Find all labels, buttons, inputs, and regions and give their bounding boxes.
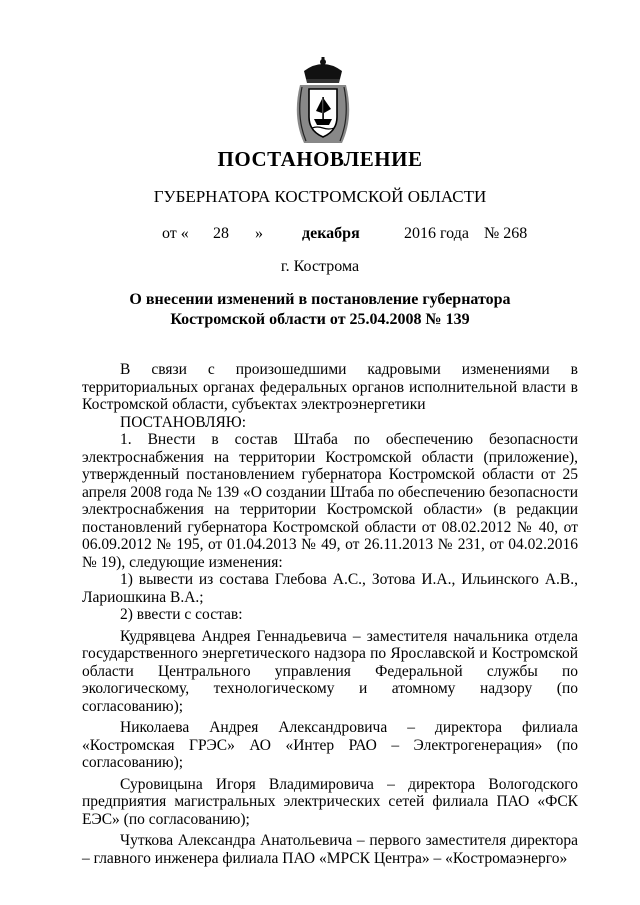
paragraph-member-nikolaev: Николаева Андрея Александровича – директора филиала «Костромская ГРЭС» АО «Интер РАО – Электрогенерация» (по согласованию);	[82, 719, 578, 771]
date-day: 28	[213, 225, 229, 242]
paragraph-preamble: В связи с произошедшими кадровыми изменениями в территориальных органах федеральных органов исполнительной власти в Костромской области, субъектах электроэнергетики	[82, 361, 578, 413]
document-number: № 268	[484, 225, 528, 242]
paragraph-remove: 1) вывести из состава Глебова А.С., Зотова И.А., Ильинского А.В., Лариошкина В.А.;	[82, 571, 578, 606]
date-month: декабря	[302, 225, 360, 242]
document-title: ПОСТАНОВЛЕНИЕ	[217, 147, 423, 171]
paragraph-decree: ПОСТАНОВЛЯЮ:	[120, 413, 247, 431]
date-prefix: от «	[162, 225, 189, 242]
issuer-title: ГУБЕРНАТОРА КОСТРОМСКОЙ ОБЛАСТИ	[153, 187, 487, 206]
document-body	[82, 361, 578, 867]
paragraph-member-surovitsyn: Суровицына Игоря Владимировича – директора Вологодского предприятия магистральных электрических сетей филиала ПАО «ФСК ЕЭС» (по согласованию);	[82, 775, 578, 828]
subject-line-2: Костромской области от 25.04.2008 № 139	[170, 311, 470, 328]
paragraph-add: 2) ввести с состав:	[120, 606, 243, 623]
paragraph-member-chutkov: Чуткова Александра Анатольевича – первого заместителя директора – главного инженера филиала ПАО «МРСК Центра» – «Костромаэнерго»	[82, 832, 578, 867]
paragraph-member-kudryavtsev: Кудрявцева Андрея Геннадьевича – заместителя начальника отдела государственного энергетического надзора по Ярославской и Костромской области Центрального управления Федеральной службы по экологическому, технологическому и атомному надзору (по согласованию);	[82, 627, 578, 715]
document-subject	[0, 290, 640, 330]
coat-of-arms-icon	[290, 57, 356, 149]
date-year: 2016 года	[404, 225, 469, 242]
date-close-quote: »	[255, 225, 263, 242]
paragraph-item-1: 1. Внести в состав Штаба по обеспечению безопасности электроснабжения на территории Костромской области (приложение), утвержденный постановлением губернатора Костромской области от 25 апреля 2008 года № 139 «О создании Штаба по обеспечению безопасности электроснабжения на территории Костромской области» (в редакции постановлений губернатора Костромской области от 08.02.2012 № 40, от 06.09.2012 № 195, от 01.04.2013 № 49, от 26.11.2013 № 231, от 04.02.2016 № 19), следующие изменения:	[82, 431, 578, 571]
city: г. Кострома	[280, 258, 360, 275]
subject-line-1: О внесении изменений в постановление губернатора	[129, 291, 511, 308]
